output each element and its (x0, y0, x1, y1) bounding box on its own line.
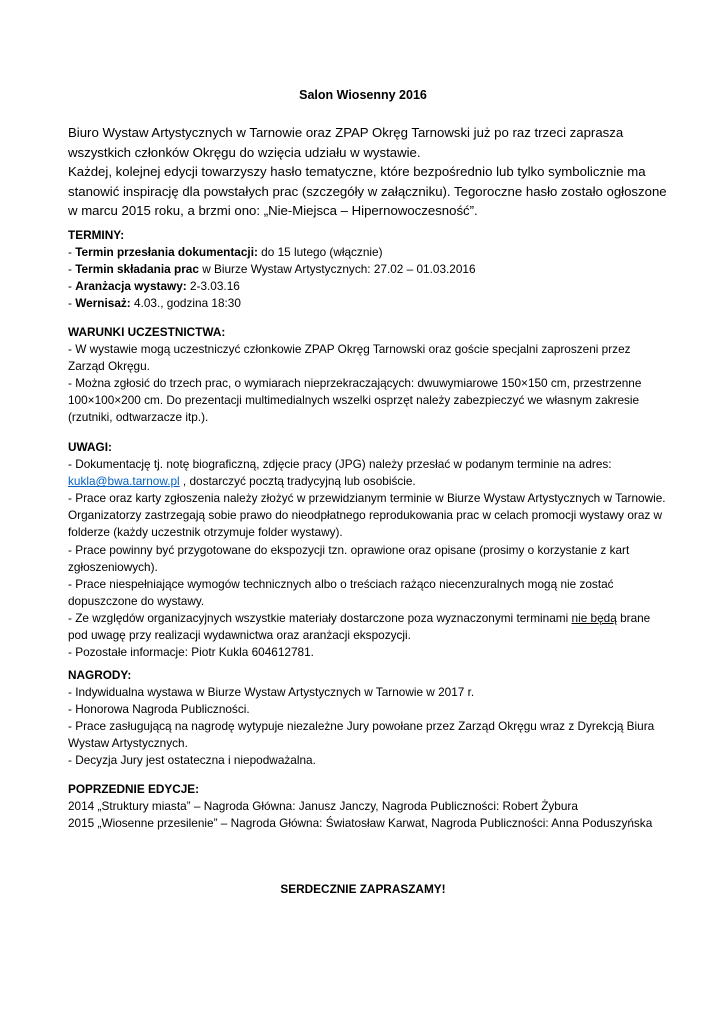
poprzednie-item: 2014 „Struktury miasta” – Nagroda Główna: Janusz Janczy, Nagroda Publiczności: Robert Żybura (68, 799, 578, 814)
uwagi-item: - Dokumentację tj. notę biograficzną, zdjęcie pracy (JPG) należy przesłać w podanym terminie na adres: kukla@bwa.tarnow.pl , dostarczyć pocztą tradycyjną lub osobiście. (68, 457, 612, 489)
uwagi-section (68, 439, 668, 661)
nagrody-item: - Indywidualna wystawa w Biurze Wystaw Artystycznych w Tarnowie w 2017 r. (68, 685, 475, 700)
warunki-item: - W wystawie mogą uczestniczyć członkowie ZPAP Okręg Tarnowski oraz goście specjalni zaproszeni przez Zarząd Okręgu. (68, 342, 631, 374)
nagrody-section (68, 667, 668, 770)
nagrody-item: - Honorowa Nagroda Publiczności. (68, 702, 250, 717)
intro-paragraph-1: Biuro Wystaw Artystycznych w Tarnowie oraz ZPAP Okręg Tarnowski już po raz trzeci zaprasza wszystkich członków Okręgu do wzięcia udziału w wystawie. (68, 125, 624, 160)
nagrody-heading: NAGRODY: (68, 668, 132, 682)
terminy-item: - Termin składania prac w Biurze Wystaw Artystycznych: 27.02 – 01.03.2016 (68, 262, 476, 277)
closing-text: SERDECZNIE ZAPRASZAMY! (280, 882, 446, 896)
warunki-section (68, 324, 668, 427)
nagrody-item: - Prace zasługującą na nagrodę wytypuje niezależne Jury powołane przez Zarząd Okręgu wraz z Dyrekcją Biura Wystaw Artystycznych. (68, 719, 655, 751)
terminy-item: - Wernisaż: 4.03., godzina 18:30 (68, 296, 241, 311)
poprzednie-section (68, 781, 668, 832)
intro-paragraph-2: Każdej, kolejnej edycji towarzyszy hasło tematyczne, które bezpośrednio lub tylko symbolicznie ma stanowić inspirację dla powstałych prac (szczegóły w załączniku). Tegoroczne hasło zostało ogłoszone w marcu 2015 roku, a brzmi ono: „Nie-Miejsca – Hipernowoczesność”. (68, 164, 667, 218)
terminy-section (68, 227, 668, 312)
uwagi-item: - Pozostałe informacje: Piotr Kukla 604612781. (68, 645, 314, 660)
terminy-heading: TERMINY: (68, 228, 125, 242)
poprzednie-heading: POPRZEDNIE EDYCJE: (68, 782, 200, 796)
poprzednie-item: 2015 „Wiosenne przesilenie” – Nagroda Główna: Światosław Karwat, Nagroda Publiczności: Anna Poduszyńska (68, 816, 653, 831)
uwagi-item: - Prace powinny być przygotowane do ekspozycji tzn. oprawione oraz opisane (prosimy o korzystanie z kart zgłoszeniowych). (68, 542, 630, 574)
email-link[interactable]: kukla@bwa.tarnow.pl (68, 474, 180, 489)
document-title: Salon Wiosenny 2016 (299, 88, 427, 102)
terminy-item: - Termin przesłania dokumentacji: do 15 lutego (włącznie) (68, 245, 383, 260)
intro-section (68, 123, 668, 221)
warunki-item: - Można zgłosić do trzech prac, o wymiarach nieprzekraczających: dwuwymiarowe 150×150 cm, przestrzenne 100×100×200 cm. Do prezentacji multimedialnych wszelki osprzęt należy zabezpieczyć we własnym zakresie (rzutniki, odtwarzacze itp.). (68, 376, 642, 425)
uwagi-heading: UWAGI: (68, 440, 112, 454)
uwagi-item: - Prace oraz karty zgłoszenia należy złożyć w przewidzianym terminie w Biurze Wystaw Artystycznych w Tarnowie. Organizatorzy zastrzegają sobie prawo do nieodpłatnego reprodukowania prac w celach promocji wystawy oraz w folderze (każdy uczestnik otrzymuje folder wystawy). (68, 491, 666, 540)
uwagi-item: - Prace niespełniające wymogów technicznych albo o treściach rażąco niecenzuralnych mogą nie zostać dopuszczone do wystawy. (68, 576, 614, 608)
warunki-heading: WARUNKI UCZESTNICTWA: (68, 325, 226, 339)
nagrody-item: - Decyzja Jury jest ostateczna i niepodważalna. (68, 753, 316, 768)
terminy-item: - Aranżacja wystawy: 2-3.03.16 (68, 279, 240, 294)
uwagi-item: - Ze względów organizacyjnych wszystkie materiały dostarczone poza wyznaczonymi terminami nie będą brane pod uwagę przy realizacji wydawnictwa oraz aranżacji ekspozycji. (68, 610, 651, 643)
